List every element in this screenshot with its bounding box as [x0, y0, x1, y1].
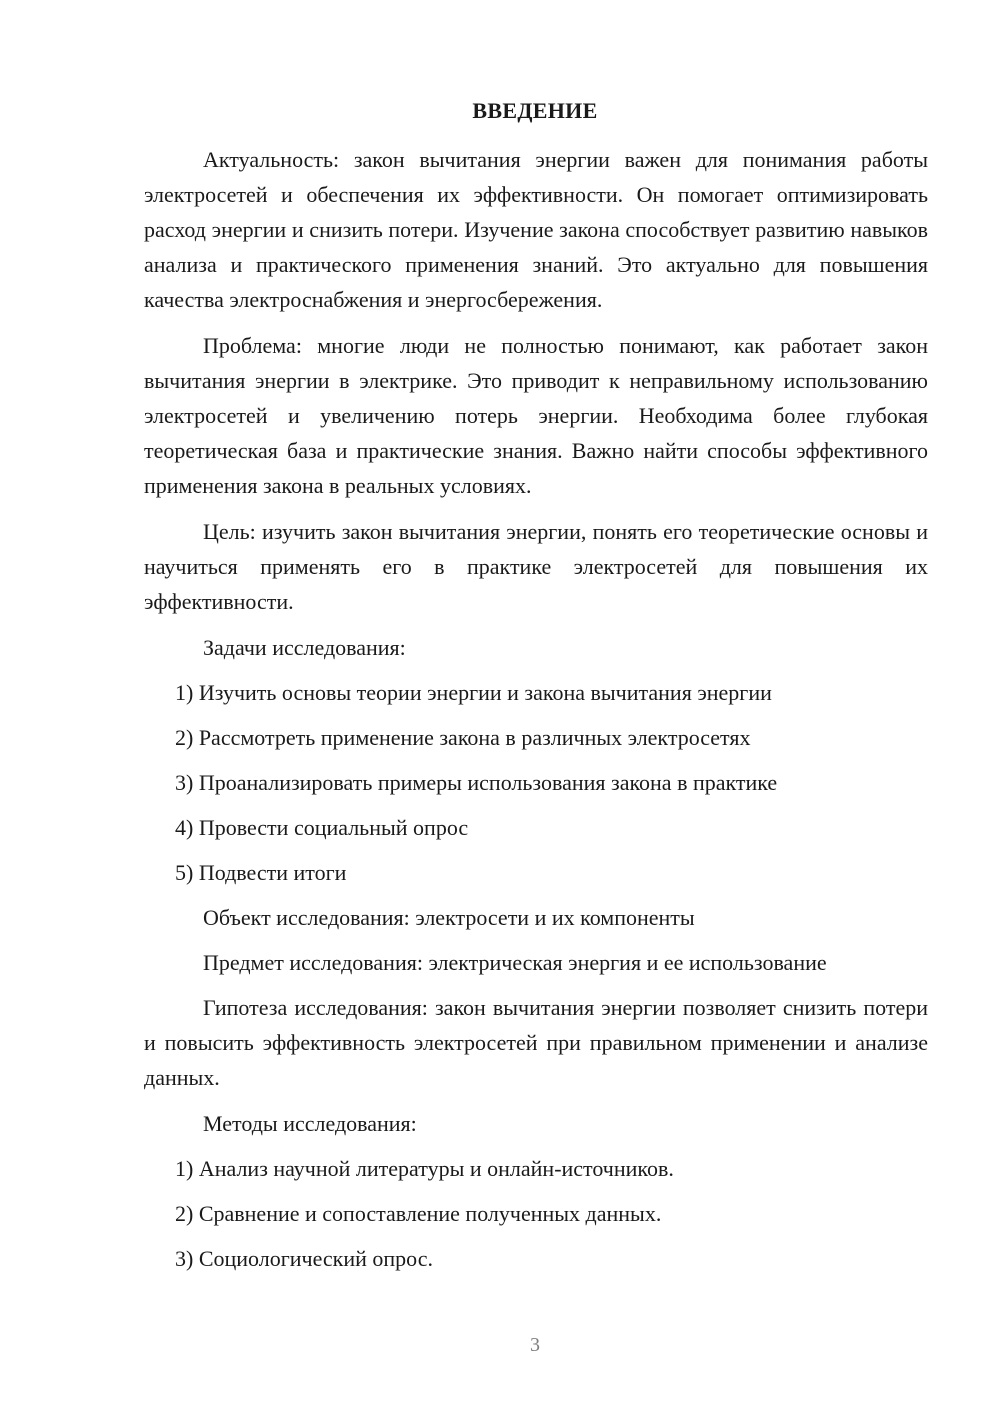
page-title: ВВЕДЕНИЕ [472, 98, 598, 123]
goal-paragraph: Цель: изучить закон вычитания энергии, понять его теоретические основы и научиться применять его в практике электросетей для повышения их эффективности. [144, 519, 928, 614]
research-object: Объект исследования: электросети и их компоненты [203, 905, 695, 930]
task-item: 2) Рассмотреть применение закона в различных электросетях [175, 725, 751, 750]
task-item: 1) Изучить основы теории энергии и закона вычитания энергии [175, 680, 772, 705]
tasks-heading: Задачи исследования: [203, 635, 406, 660]
page-number: 3 [530, 1334, 540, 1356]
problem-paragraph: Проблема: многие люди не полностью понимают, как работает закон вычитания энергии в электрике. Это приводит к неправильному использованию электросетей и увеличению потерь энергии. Необходима более глубокая теоретическая база и практические знания. Важно найти способы эффективного применения закона в реальных условиях. [144, 333, 928, 498]
task-item: 5) Подвести итоги [175, 860, 347, 885]
hypothesis-paragraph: Гипотеза исследования: закон вычитания энергии позволяет снизить потери и повысить эффективность электросетей при правильном применении и анализе данных. [144, 995, 928, 1090]
task-item: 3) Проанализировать примеры использования закона в практике [175, 770, 778, 795]
method-item: 3) Социологический опрос. [175, 1246, 433, 1271]
method-item: 1) Анализ научной литературы и онлайн-источников. [175, 1156, 674, 1181]
methods-heading: Методы исследования: [203, 1111, 417, 1136]
document-body [144, 142, 928, 1286]
task-item: 4) Провести социальный опрос [175, 815, 469, 840]
method-item: 2) Сравнение и сопоставление полученных данных. [175, 1201, 662, 1226]
relevance-paragraph: Актуальность: закон вычитания энергии важен для понимания работы электросетей и обеспечения их эффективности. Он помогает оптимизировать расход энергии и снизить потери. Изучение закона способствует развитию навыков анализа и практического применения знаний. Это актуально для повышения качества электроснабжения и энергосбережения. [144, 147, 928, 312]
research-subject: Предмет исследования: электрическая энергия и ее использование [203, 950, 827, 975]
